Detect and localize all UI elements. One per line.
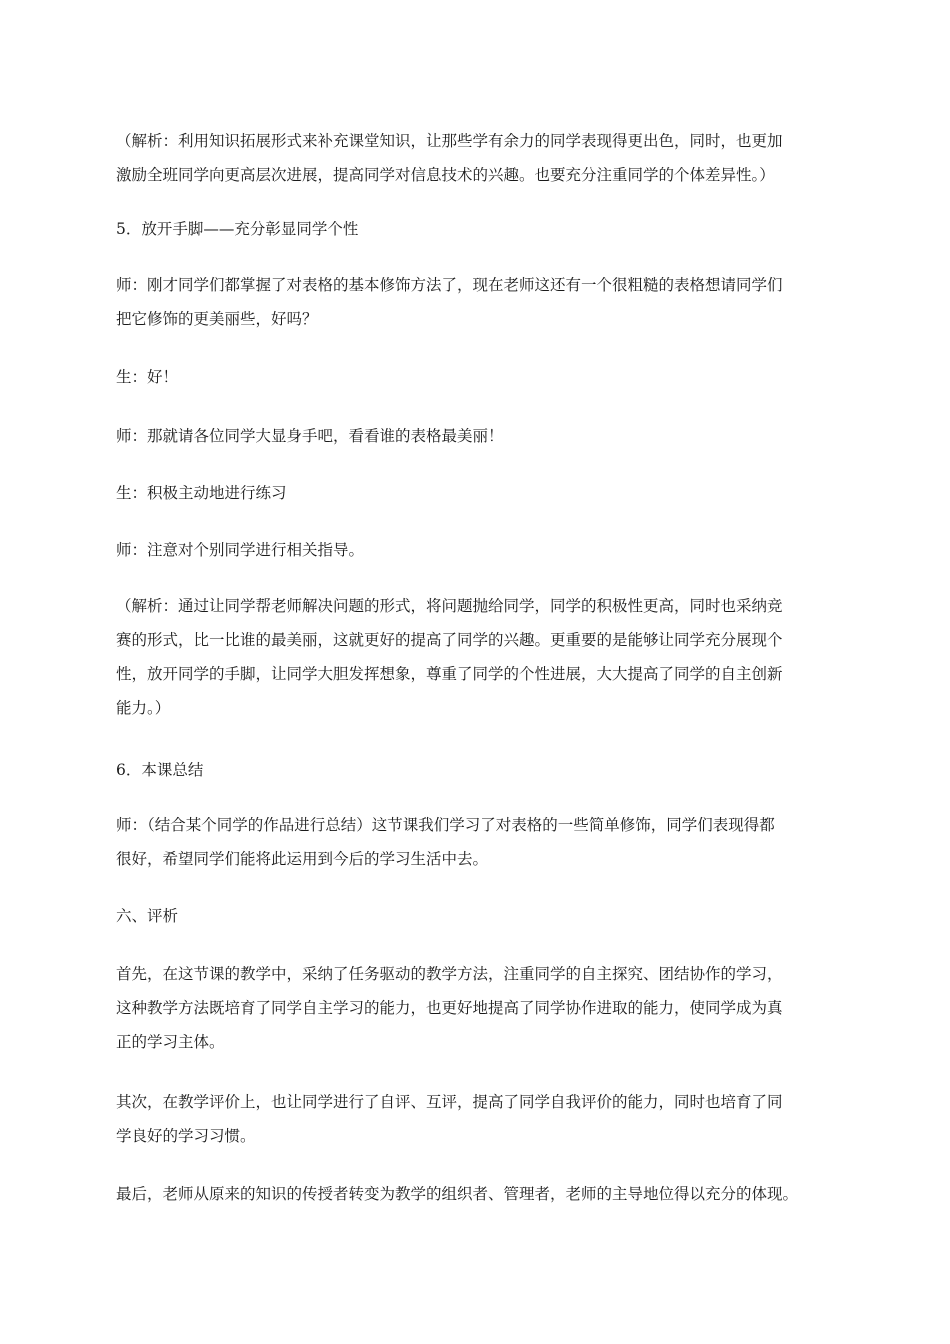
teacher-dialogue-1 [116,268,846,336]
teacher-dialogue-3 [116,533,846,567]
text-line: 把它修饰的更美丽些，好吗？ [116,310,318,328]
text-line: 这种教学方法既培育了同学自主学习的能力，也更好地提高了同学协作进取的能力，使同学成为真 [116,999,783,1017]
text-line: 六、评析 [116,907,179,925]
text-line: 其次，在教学评价上，也让同学进行了自评、互评，提高了同学自我评价的能力，同时也培育了同 [116,1093,783,1111]
review-paragraph-2 [116,1085,846,1153]
text-line: 最后，老师从原来的知识的传授者转变为教学的组织者、管理者，老师的主导地位得以充分的体现。 [116,1185,799,1203]
text-line: 师：那就请各位同学大显身手吧，看看谁的表格最美丽！ [116,427,504,445]
text-line: 很好，希望同学们能将此运用到今后的学习生活中去。 [116,850,489,868]
teacher-summary [116,808,846,876]
text-line: 师：（结合某个同学的作品进行总结）这节课我们学习了对表格的一些简单修饰，同学们表现得都 [116,816,775,834]
text-line: 5．放开手脚——充分彰显同学个性 [116,220,359,238]
text-line: 赛的形式，比一比谁的最美丽，这就更好的提高了同学的兴趣。更重要的是能够让同学充分展现个 [116,631,783,649]
text-line: 正的学习主体。 [116,1033,225,1051]
text-line: 师：刚才同学们都掌握了对表格的基本修饰方法了，现在老师这还有一个很粗糙的表格想请同学们 [116,276,783,294]
section-heading-review [116,899,846,933]
text-line: 生：好！ [116,368,179,386]
text-line: 能力。） [116,699,171,717]
student-dialogue-1 [116,360,846,394]
text-line: 激励全班同学向更高层次进展，提高同学对信息技术的兴趣。也要充分注重同学的个体差异性。） [116,166,775,184]
teacher-dialogue-2 [116,419,846,453]
student-dialogue-2 [116,476,846,510]
text-line: 生：积极主动地进行练习 [116,484,287,502]
review-paragraph-3 [116,1177,846,1211]
text-line: 6．本课总结 [116,761,204,779]
text-line: 师：注意对个别同学进行相关指导。 [116,541,365,559]
text-line: 首先，在这节课的教学中，采纳了任务驱动的教学方法，注重同学的自主探究、团结协作的学习， [116,965,783,983]
text-line: 性，放开同学的手脚，让同学大胆发挥想象，尊重了同学的个性进展，大大提高了同学的自主创新 [116,665,783,683]
text-line: （解析：通过让同学帮老师解决问题的形式，将问题抛给同学，同学的积极性更高，同时也采纳竞 [116,597,783,615]
text-line: 学良好的学习习惯。 [116,1127,256,1145]
analysis-paragraph-1 [116,124,846,192]
analysis-paragraph-2 [116,589,846,725]
section-heading-5 [116,212,846,246]
section-heading-6 [116,753,846,787]
review-paragraph-1 [116,957,846,1059]
text-line: （解析：利用知识拓展形式来补充课堂知识，让那些学有余力的同学表现得更出色，同时，也更加 [116,132,783,150]
